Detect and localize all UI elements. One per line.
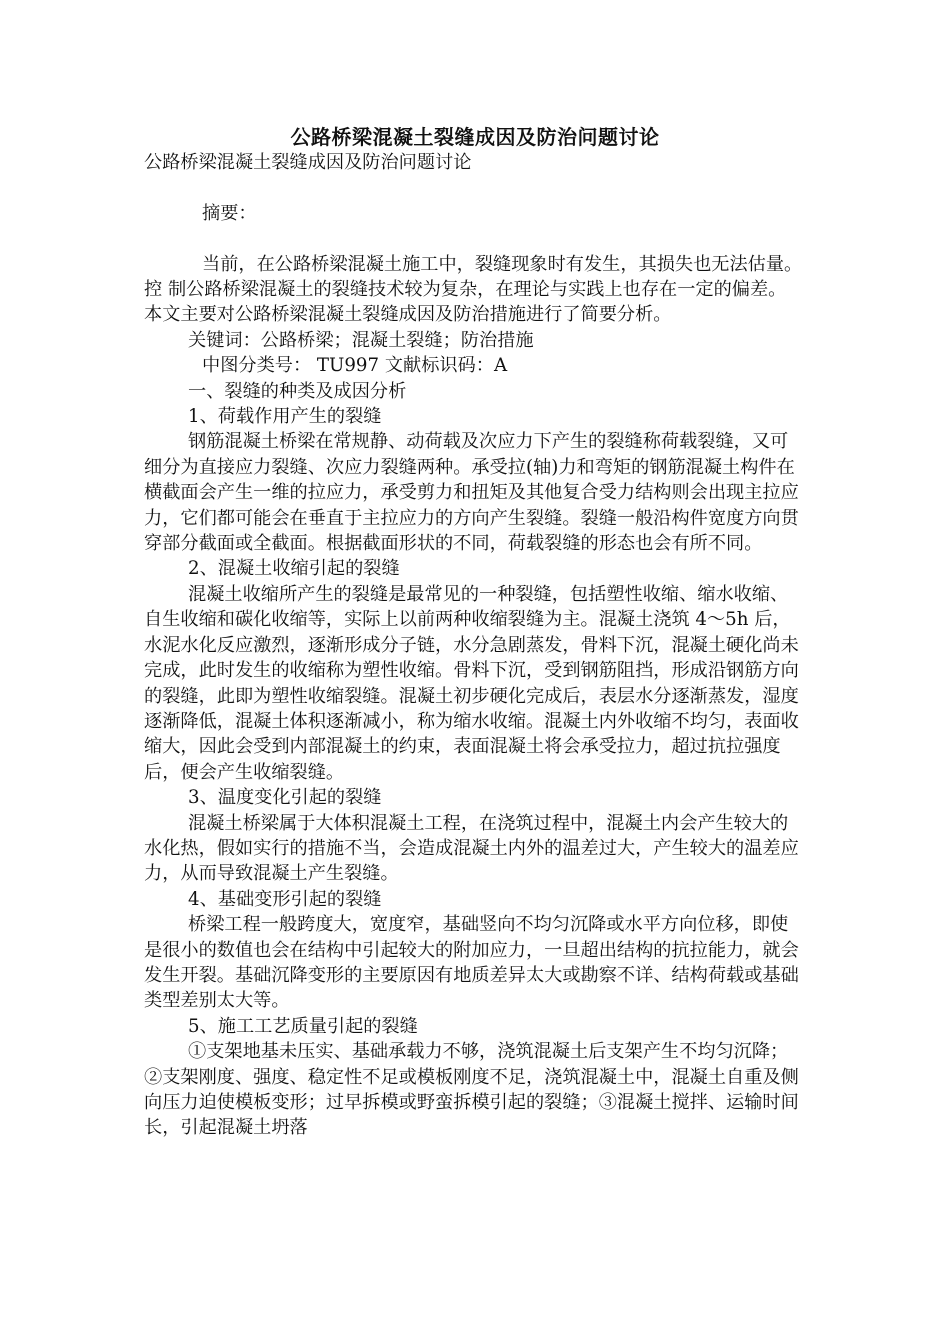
document-subtitle: 公路桥梁混凝土裂缝成因及防治问题讨论 xyxy=(144,152,472,173)
abstract-label: 摘要： xyxy=(202,202,257,224)
document-body xyxy=(144,150,804,1141)
body-paragraph: 混凝土收缩所产生的裂缝是最常见的一种裂缝，包括塑性收缩、缩水收缩、自生收缩和碳化收缩等，实际上以前两种收缩裂缝为主。混凝土浇筑 4～5h 后，水泥水化反应激烈，逐渐形成分子链，水分急剧蒸发，骨料下沉，混凝土硬化尚未完成，此时发生的收缩称为塑性收缩。骨料下沉，受到钢筋阻挡，形成沿钢筋方向的裂缝，此即为塑性收缩裂缝。混凝土初步硬化完成后，表层水分逐渐蒸发，湿度逐渐降低，混凝土体积逐渐减小，称为缩水收缩。混凝土内外收缩不均匀，表面收缩大，因此会受到内部混凝土的约束，表面混凝土将会承受拉力，超过抗拉强度后，便会产生收缩裂缝。 xyxy=(144,583,799,783)
keywords-line: 关键词：公路桥梁；混凝土裂缝；防治措施 xyxy=(188,329,534,351)
abstract-paragraph: 当前，在公路桥梁混凝土施工中，裂缝现象时有发生，其损失也无法估量。控 制公路桥梁混凝土的裂缝技术较为复杂，在理论与实践上也存在一定的偏差。本文主要对公路桥梁混凝土裂缝成因及防治措施进行了简要分析。 xyxy=(144,253,803,326)
subsection-heading: 2、混凝土收缩引起的裂缝 xyxy=(188,558,400,580)
document-title: 公路桥梁混凝土裂缝成因及防治问题讨论 xyxy=(290,125,660,149)
body-paragraph: 钢筋混凝土桥梁在常规静、动荷载及次应力下产生的裂缝称荷载裂缝，又可细分为直接应力裂缝、次应力裂缝两种。承受拉(轴)力和弯矩的钢筋混凝土构件在横截面会产生一维的拉应力，承受剪力和扭矩及其他复合受力结构则会出现主拉应力，它们都可能会在垂直于主拉应力的方向产生裂缝。裂缝一般沿构件宽度方向贯穿部分截面或全截面。根据截面形状的不同，荷载裂缝的形态也会有所不同。 xyxy=(144,431,799,555)
section-heading: 一、裂缝的种类及成因分析 xyxy=(188,380,407,402)
classification-line: 中图分类号： TU997 文献标识码：A xyxy=(202,355,508,377)
subsection-heading: 3、温度变化引起的裂缝 xyxy=(188,787,382,809)
subsection-heading: 5、施工工艺质量引起的裂缝 xyxy=(188,1015,418,1037)
subsection-heading: 1、荷载作用产生的裂缝 xyxy=(188,406,382,428)
subsection-heading: 4、基础变形引起的裂缝 xyxy=(188,888,382,910)
body-paragraph: 混凝土桥梁属于大体积混凝土工程，在浇筑过程中，混凝土内会产生较大的水化热，假如实行的措施不当，会造成混凝土内外的温差过大，产生较大的温差应力，从而导致混凝土产生裂缝。 xyxy=(144,812,799,885)
body-paragraph: ①支架地基未压实、基础承载力不够，浇筑混凝土后支架产生不均匀沉降；②支架刚度、强度、稳定性不足或模板刚度不足，浇筑混凝土中，混凝土自重及侧向压力迫使模板变形；过早拆模或野蛮拆模引起的裂缝；③混凝土搅拌、运输时间长，引起混凝土坍落 xyxy=(144,1041,799,1139)
body-paragraph: 桥梁工程一般跨度大，宽度窄，基础竖向不均匀沉降或水平方向位移，即使是很小的数值也会在结构中引起较大的附加应力，一旦超出结构的抗拉能力，就会发生开裂。基础沉降变形的主要原因有地质差异太大或勘察不详、结构荷载或基础类型差别太大等。 xyxy=(144,914,799,1012)
